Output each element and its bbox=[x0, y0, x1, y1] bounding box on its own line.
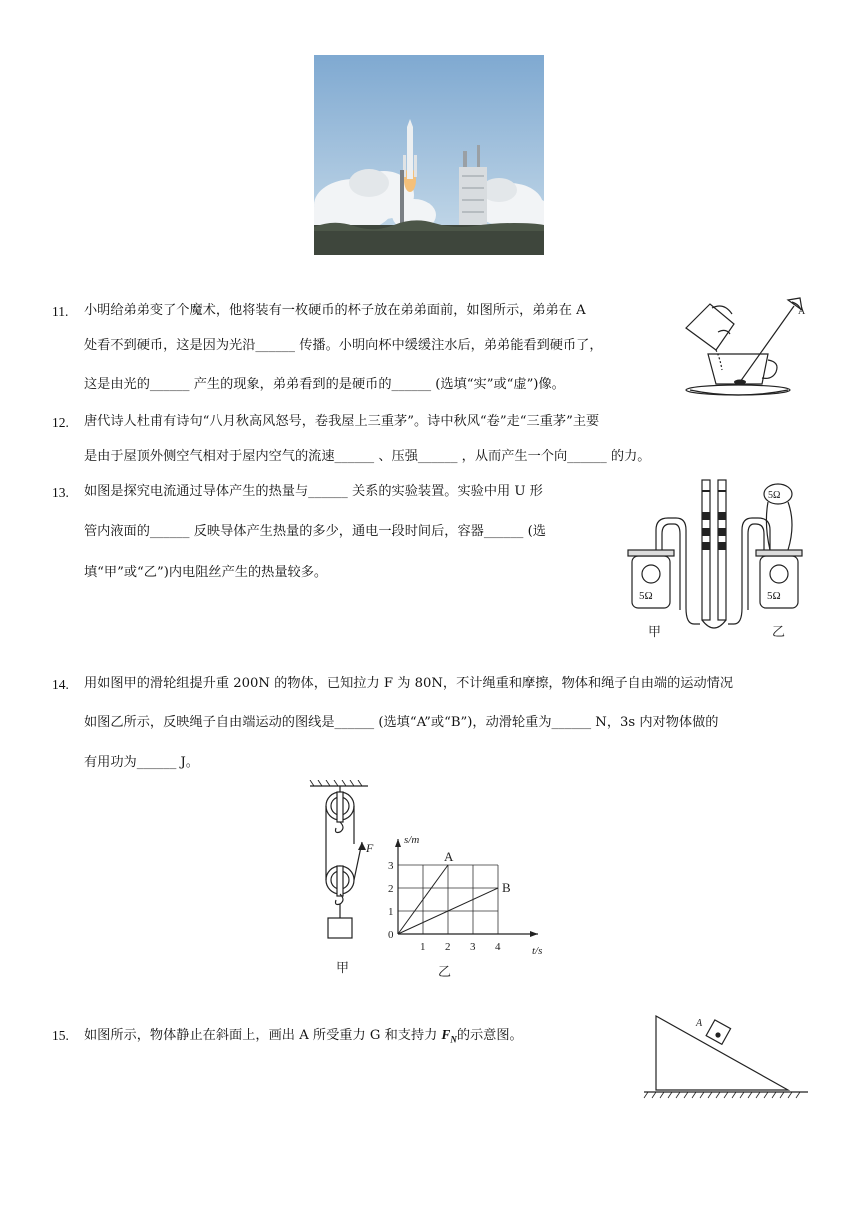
question-15-line-1 bbox=[84, 1028, 523, 1045]
joule-heat-apparatus-figure bbox=[620, 478, 810, 643]
question-14-line-1: 用如图甲的滑轮组提升重 200N 的物体，已知拉力 F 为 80N，不计绳重和摩擦，物体和绳子自由端的运动情况 bbox=[84, 676, 734, 691]
pulley-label-jia: 甲 bbox=[336, 960, 350, 975]
y-tick-label: 3 bbox=[388, 860, 394, 872]
resistor-label-left: 5Ω bbox=[639, 590, 653, 602]
question-12-line-2: 是由于屋顶外侧空气相对于屋内空气的流速______ 、压强______ ，从而产生一个向______ 的力。 bbox=[84, 449, 651, 464]
series-label-a: A bbox=[444, 849, 454, 864]
y-tick-label: 2 bbox=[388, 883, 394, 895]
question-11-line-1: 小明给弟弟变了个魔术，他将装有一枚硬币的杯子放在弟弟面前，如图所示，弟弟在 A bbox=[84, 303, 586, 318]
question-11-line-2: 处看不到硬币，这是因为光沿______ 传播。小明向杯中缓缓注水后，弟弟能看到硬币了， bbox=[84, 338, 603, 353]
question-15-text: 如图所示，物体静止在斜面上，画出 A 所受重力 G 和支持力 $F_N$的示意图。 bbox=[84, 1027, 523, 1045]
cup-coin-figure bbox=[676, 292, 810, 404]
question-13-line-1: 如图是探究电流通过导体产生的热量与______ 关系的实验装置。实验中用 U 形 bbox=[84, 484, 543, 499]
chart-label-yi: 乙 bbox=[438, 964, 452, 979]
question-11-line-3: 这是由光的______ 产生的现象，弟弟看到的是硬币的______ (选填“实”或“虚”)像。 bbox=[84, 377, 565, 392]
question-14-line-3: 有用功为______ J。 bbox=[84, 755, 199, 770]
y-axis-arrow bbox=[395, 839, 401, 847]
resistor-label-top: 5Ω bbox=[768, 490, 781, 501]
container-label-yi: 乙 bbox=[772, 624, 786, 639]
force-label: F bbox=[366, 841, 374, 855]
st-chart bbox=[384, 810, 560, 980]
fn-symbol: $F_N$ bbox=[441, 1027, 457, 1045]
question-14-line-2: 如图乙所示，反映绳子自由端运动的图线是______ (选填“A”或“B”)，动滑轮重为______ N，3s 内对物体做的 bbox=[84, 715, 719, 730]
question-12-number: 12. bbox=[52, 415, 69, 430]
x-tick-label: 2 bbox=[445, 941, 451, 953]
x-axis-arrow bbox=[530, 931, 538, 937]
question-12-line-1: 唐代诗人杜甫有诗句“八月秋高风怒号，卷我屋上三重茅”。诗中秋风“卷”走“三重茅”主要 bbox=[84, 414, 600, 429]
series-label-b: B bbox=[502, 880, 511, 895]
container-label-jia: 甲 bbox=[648, 624, 662, 639]
pulley-system-figure bbox=[304, 780, 384, 976]
tick-label-origin: 0 bbox=[388, 929, 394, 941]
resistor-label-right: 5Ω bbox=[767, 590, 781, 602]
y-tick-label: 1 bbox=[388, 906, 394, 918]
x-tick-label: 1 bbox=[420, 941, 426, 953]
question-13-line-2: 管内液面的______ 反映导体产生热量的多少，通电一段时间后，容器______ (选 bbox=[84, 524, 546, 539]
x-axis-label: t/s bbox=[532, 945, 543, 957]
question-11-number: 11. bbox=[52, 304, 69, 319]
svg-text:A: A bbox=[798, 306, 806, 317]
x-tick-label: 3 bbox=[470, 941, 476, 953]
x-tick-label: 4 bbox=[495, 941, 501, 953]
y-axis-label: s/m bbox=[404, 834, 420, 846]
chart-labels bbox=[388, 834, 542, 979]
rocket-launch-photo bbox=[314, 55, 544, 255]
question-13-line-3: 填“甲”或“乙”)内电阻丝产生的热量较多。 bbox=[84, 565, 328, 580]
question-14-number: 14. bbox=[52, 677, 69, 692]
block-label: A bbox=[696, 1018, 703, 1029]
question-13-number: 13. bbox=[52, 485, 69, 500]
question-15-number: 15. bbox=[52, 1028, 69, 1043]
incline-figure bbox=[642, 1010, 810, 1100]
chart-grid bbox=[398, 865, 498, 934]
